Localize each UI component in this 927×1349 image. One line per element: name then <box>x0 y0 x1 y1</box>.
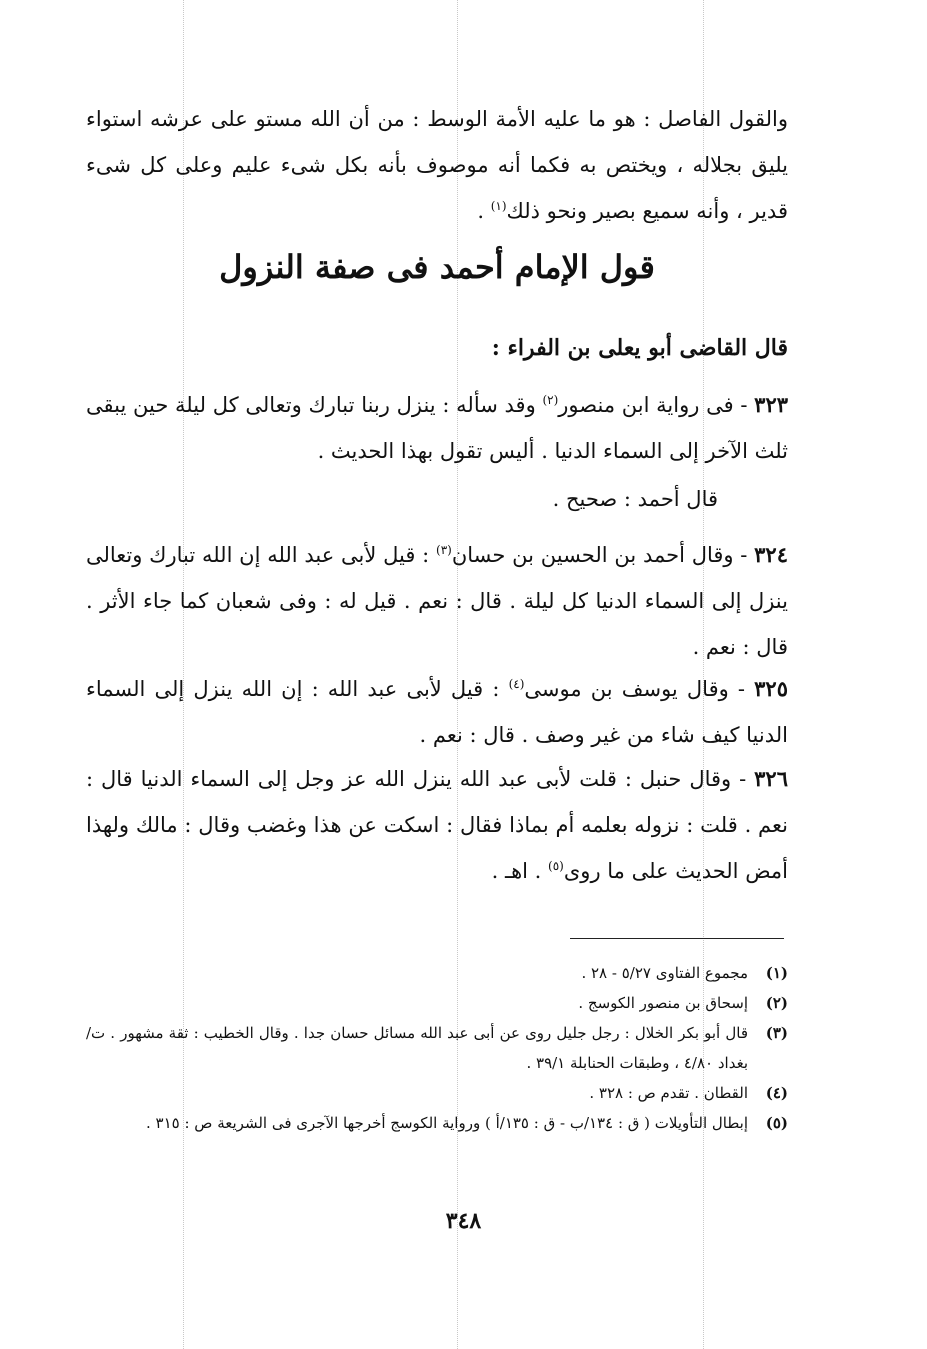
footnote-text: إسحاق بن منصور الكوسج . <box>578 994 748 1012</box>
footnote-ref: (٤) <box>508 677 525 691</box>
footnote-number: (٥) <box>765 1114 788 1132</box>
entry-number: ٣٢٦ <box>754 766 788 791</box>
footnote-text: القطان . تقدم ص : ٣٢٨ . <box>589 1084 748 1102</box>
entry-number: ٣٢٤ <box>754 542 788 567</box>
entry-number: ٣٢٣ <box>754 392 789 417</box>
footnote-number: (٢) <box>765 994 788 1012</box>
subheading: قال القاضى أبو يعلى بن الفراء : <box>491 335 788 361</box>
footnote-text: إبطال التأويلات ( ق : ١٣٤/ب - ق : ١٣٥/أ ) ورواية الكوسج أخرجها الآجرى فى الشريعة ص : ٣١٥ . <box>146 1114 748 1132</box>
footnote-number: (٤) <box>765 1084 788 1102</box>
footnotes <box>86 958 788 1138</box>
footnote <box>86 988 788 1018</box>
footnote-number: (٣) <box>765 1024 788 1042</box>
footnote-ref: (٣) <box>436 543 452 557</box>
page-number: ٣٤٨ <box>445 1208 482 1234</box>
ahmad-reply: قال أحمد : صحيح . <box>552 487 718 511</box>
entry-325: ٣٢٥ - وقال يوسف بن موسى$^{(٤)}$ : قيل لأبى عبد الله : إن الله ينزل إلى السماء الدنيا كيف شاء من غير وصف . قال : نعم . <box>86 676 788 747</box>
footnote-ref: (١) <box>490 199 507 213</box>
footnote <box>86 1108 788 1138</box>
footnote-ref: (٢) <box>542 393 559 407</box>
footnote <box>86 1018 788 1078</box>
section-title: قول الإمام أحمد فى صفة النزول <box>219 248 655 286</box>
footnote-text: مجموع الفتاوى ٥/٢٧ - ٢٨ . <box>581 964 748 982</box>
entry-324: ٣٢٤ - وقال أحمد بن الحسين بن حسان$^{(٣)}$ : قيل لأبى عبد الله إن الله تبارك وتعالى ينزل إلى السماء الدنيا كل ليلة . قال : نعم . قيل له : وفى شعبان كما جاء الأثر . قال : نعم . <box>86 542 788 659</box>
footnote-text: قال أبو بكر الخلال : رجل جليل روى عن أبى عبد الله مسائل حسان جدا . وقال الخطيب : ثقة مشهور . ت/بغداد ٤/٨٠ ، وطبقات الحنابلة ٣٩/١ . <box>86 1024 748 1072</box>
entry-number: ٣٢٥ <box>754 676 788 701</box>
footnote <box>86 1078 788 1108</box>
entry-326: ٣٢٦ - وقال حنبل : قلت لأبى عبد الله ينزل الله عز وجل إلى السماء الدنيا قال : نعم . قلت : نزوله بعلمه أم بماذا فقال : اسكت عن هذا وغضب وقال : مالك ولهذا أمض الحديث على ما روى$^{(٥)}$ . اهـ . <box>86 766 788 883</box>
footnote <box>86 958 788 988</box>
footnote-ref: (٥) <box>548 859 564 873</box>
intro-paragraph: والقول الفاصل : هو ما عليه الأمة الوسط : من أن الله مستو على عرشه استواء يليق بجلاله ، ويختص به فكما أنه موصوف بأنه بكل شىء عليم وعلى كل شىء قدير ، وأنه سميع بصير ونحو ذلك$^{(١)}$ . <box>86 107 788 223</box>
footnote-number: (١) <box>765 964 788 982</box>
entry-323: ٣٢٣ - فى رواية ابن منصور$^{(٢)}$ وقد سأله : ينزل ربنا تبارك وتعالى كل ليلة حين يبقى ثلث الآخر إلى السماء الدنيا . أليس تقول بهذا الحديث . <box>86 392 789 463</box>
footnote-divider <box>570 938 784 939</box>
